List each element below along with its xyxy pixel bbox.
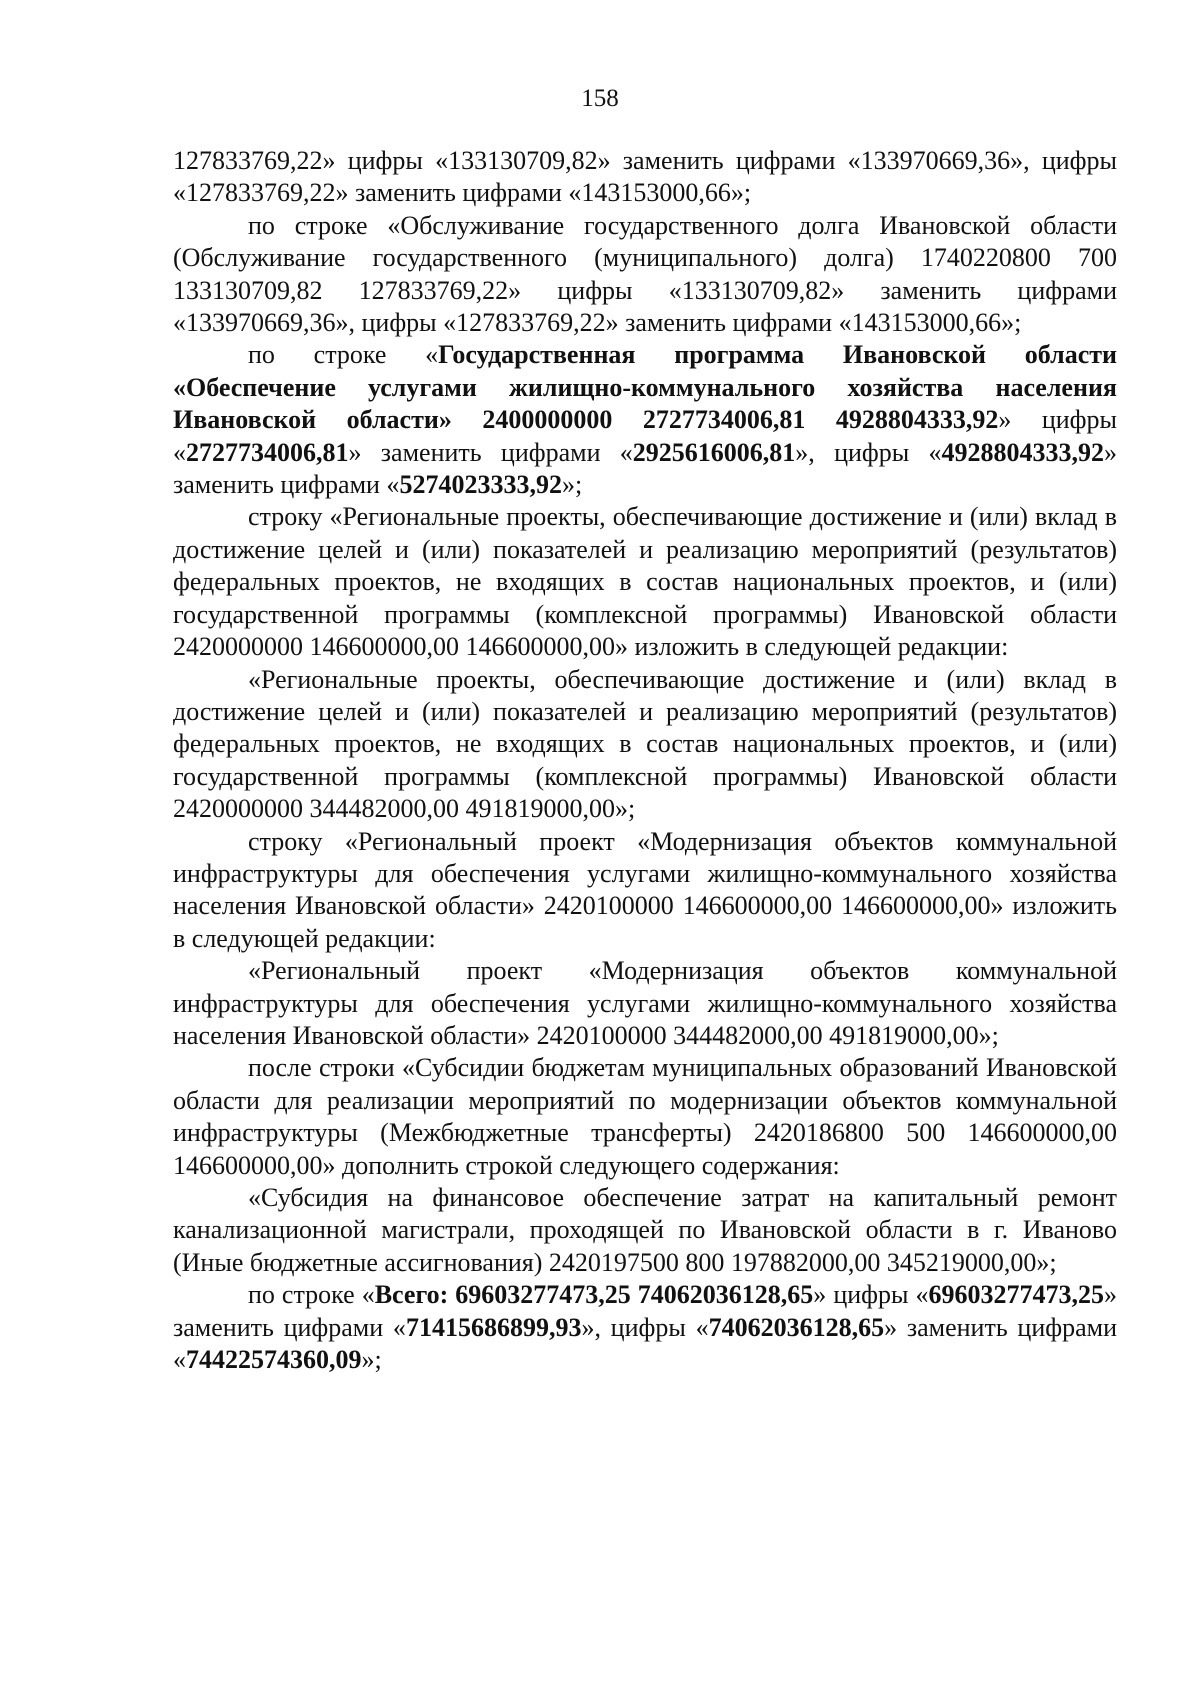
paragraph-9 — [173, 1182, 1117, 1279]
document-body — [173, 145, 1117, 1376]
paragraph-1 — [173, 145, 1117, 210]
paragraph-text: » цифры « — [173, 405, 1117, 467]
paragraph-6 — [173, 826, 1117, 956]
paragraph-text: » цифры « — [813, 1280, 929, 1310]
page-number: 158 — [581, 85, 619, 112]
paragraph-5 — [173, 664, 1117, 826]
bold-text: 69603277473,25 — [928, 1280, 1104, 1310]
paragraph-text: по строке « — [248, 340, 439, 370]
paragraph-text: 127833769,22» цифры «133130709,82» заменить цифрами «133970669,36», цифры «127833769,22» заменить цифрами «143153000,66»; — [173, 146, 1117, 208]
paragraph-10 — [173, 1279, 1117, 1376]
bold-text: 2727734006,81 — [186, 437, 349, 467]
bold-text: Всего: 69603277473,25 74062036128,65 — [374, 1280, 814, 1310]
paragraph-4 — [173, 501, 1117, 663]
bold-text: Государственная программа Ивановской области «Обеспечение услугами жилищно-коммунального хозяйства населения Ивановской области» 2400000000 2727734006,81 4928804333,92 — [173, 340, 1117, 435]
paragraph-text: строку «Региональные проекты, обеспечивающие достижение и (или) вклад в достижение целей и (или) показателей и реализацию мероприятий (результатов) федеральных проектов, не входящих в состав национальных проектов, и (или) государственной программы (комплексной программы) Ивановской области 2420000000 146600000,00 146600000,00» изложить в следующей редакции: — [173, 502, 1117, 662]
paragraph-text: «Субсидия на финансовое обеспечение затрат на капитальный ремонт канализационной магистрали, проходящей по Ивановской области в г. Иваново (Иные бюджетные ассигнования) 2420197500 800 197882000,00 345219000,00»; — [173, 1183, 1117, 1277]
bold-text: 4928804333,92 — [941, 437, 1104, 467]
paragraph-text: по строке « — [248, 1280, 375, 1310]
bold-text: 71415686899,93 — [405, 1312, 582, 1342]
bold-text: 74062036128,65 — [708, 1312, 885, 1342]
paragraph-text: », цифры « — [795, 437, 942, 467]
paragraph-7 — [173, 955, 1117, 1052]
paragraph-text: «Региональные проекты, обеспечивающие достижение и (или) вклад в достижение целей и (или) показателей и реализацию мероприятий (результатов) федеральных проектов, не входящих в состав национальных проектов, и (или) государственной программы (комплексной программы) Ивановской области 2420000000 344482000,00 491819000,00»; — [173, 664, 1117, 824]
bold-text: 5274023333,92 — [399, 470, 562, 500]
paragraph-text: » заменить цифрами « — [173, 1280, 1117, 1342]
paragraph-3 — [173, 339, 1117, 501]
paragraph-8 — [173, 1052, 1117, 1182]
paragraph-text: » заменить цифрами « — [173, 1312, 1118, 1375]
paragraph-text: »; — [361, 1345, 382, 1375]
bold-text: 2925616006,81 — [632, 437, 796, 467]
paragraph-text: »; — [561, 470, 583, 500]
paragraph-text: » заменить цифрами « — [173, 437, 1117, 500]
paragraph-text: строку «Региональный проект «Модернизация объектов коммунальной инфраструктуры для обеспечения услугами жилищно-коммунального хозяйства населения Ивановской области» 2420100000 146600000,00 146600000,00» изложить в следующей редакции: — [173, 826, 1117, 953]
paragraph-2 — [173, 210, 1117, 340]
bold-text: 74422574360,09 — [186, 1345, 362, 1375]
paragraph-text: «Региональный проект «Модернизация объектов коммунальной инфраструктуры для обеспечения услугами жилищно-коммунального хозяйства населения Ивановской области» 2420100000 344482000,00 491819000,00»; — [173, 956, 1117, 1050]
paragraph-text: после строки «Субсидии бюджетам муниципальных образований Ивановской области для реализации мероприятий по модернизации объектов коммунальной инфраструктуры (Межбюджетные трансферты) 2420186800 500 146600000,00 146600000,00» дополнить строкой следующего содержания: — [173, 1053, 1117, 1180]
paragraph-text: », цифры « — [581, 1312, 709, 1342]
paragraph-text: по строке «Обслуживание государственного долга Ивановской области (Обслуживание государственного (муниципального) долга) 1740220800 700 133130709,82 127833769,22» цифры «133130709,82» заменить цифрами «133970669,36», цифры «127833769,22» заменить цифрами «143153000,66»; — [173, 210, 1117, 338]
paragraph-text: » заменить цифрами « — [348, 437, 633, 467]
